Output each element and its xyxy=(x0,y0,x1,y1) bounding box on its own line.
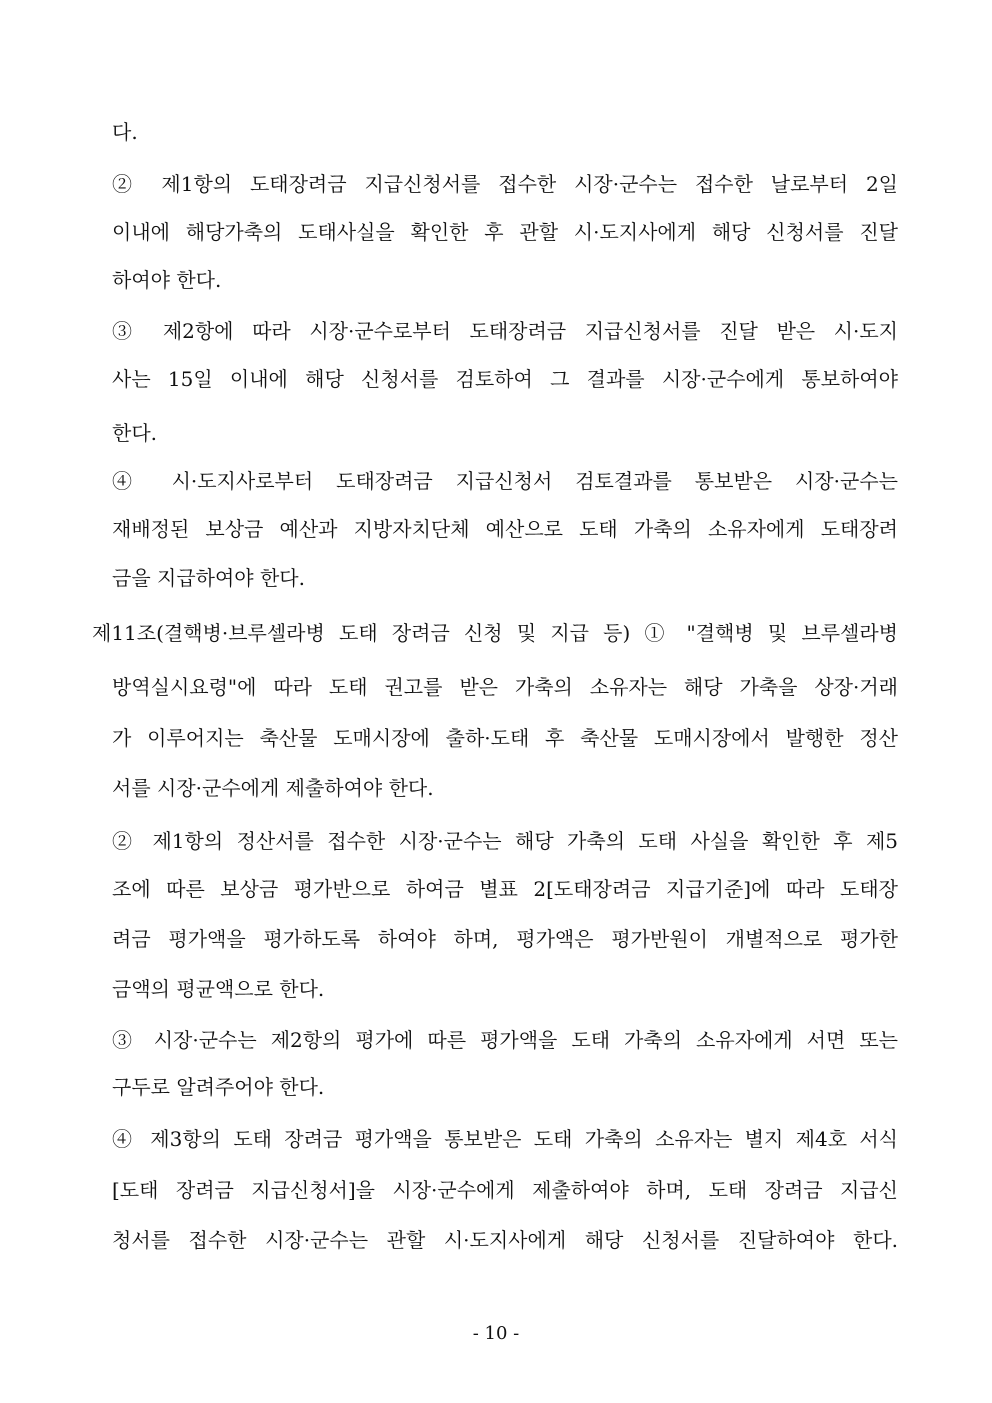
text-line: 조에 따른 보상금 평가반으로 하여금 별표 2[도태장려금 지급기준]에 따라 도태장 xyxy=(112,877,898,901)
text-line: 재배정된 보상금 예산과 지방자치단체 예산으로 도태 가축의 소유자에게 도태장려 xyxy=(112,517,898,541)
text-line: ④ 제3항의 도태 장려금 평가액을 통보받은 도태 가축의 소유자는 별지 제4호 서식 xyxy=(112,1127,898,1151)
text-line: 구두로 알려주어야 한다. xyxy=(112,1075,325,1099)
text-line: 다. xyxy=(112,120,138,144)
text-line: ④ 시·도지사로부터 도태장려금 지급신청서 검토결과를 통보받은 시장·군수는 xyxy=(112,469,898,493)
text-line: ③ 제2항에 따라 시장·군수로부터 도태장려금 지급신청서를 진달 받은 시·도지 xyxy=(112,319,898,343)
text-line: 하여야 한다. xyxy=(112,268,222,292)
text-line: 서를 시장·군수에게 제출하여야 한다. xyxy=(112,776,434,800)
article-heading-line: 제11조(결핵병·브루셀라병 도태 장려금 신청 및 지급 등) ① "결핵병 및 브루셀라병 xyxy=(92,621,898,645)
text-line: ② 제1항의 정산서를 접수한 시장·군수는 해당 가축의 도태 사실을 확인한 후 제5 xyxy=(112,829,898,853)
text-line: 방역실시요령"에 따라 도태 권고를 받은 가축의 소유자는 해당 가축을 상장·거래 xyxy=(112,675,898,699)
page-number: - 10 - xyxy=(472,1323,520,1344)
text-line: 금을 지급하여야 한다. xyxy=(112,566,305,590)
text-line: 금액의 평균액으로 한다. xyxy=(112,977,325,1001)
text-line: ② 제1항의 도태장려금 지급신청서를 접수한 시장·군수는 접수한 날로부터 2일 xyxy=(112,172,898,196)
text-line: ③ 시장·군수는 제2항의 평가에 따른 평가액을 도태 가축의 소유자에게 서면 또는 xyxy=(112,1028,898,1052)
text-line: 사는 15일 이내에 해당 신청서를 검토하여 그 결과를 시장·군수에게 통보하여야 xyxy=(112,367,898,391)
text-line: [도태 장려금 지급신청서]을 시장·군수에게 제출하여야 하며, 도태 장려금 지급신 xyxy=(112,1178,898,1202)
text-line: 가 이루어지는 축산물 도매시장에 출하·도태 후 축산물 도매시장에서 발행한 정산 xyxy=(112,726,898,750)
text-line: 한다. xyxy=(112,421,157,445)
text-line: 려금 평가액을 평가하도록 하여야 하며, 평가액은 평가반원이 개별적으로 평가한 xyxy=(112,927,898,951)
text-line: 청서를 접수한 시장·군수는 관할 시·도지사에게 해당 신청서를 진달하여야 한다. xyxy=(112,1228,898,1252)
text-line: 이내에 해당가축의 도태사실을 확인한 후 관할 시·도지사에게 해당 신청서를 진달 xyxy=(112,220,898,244)
